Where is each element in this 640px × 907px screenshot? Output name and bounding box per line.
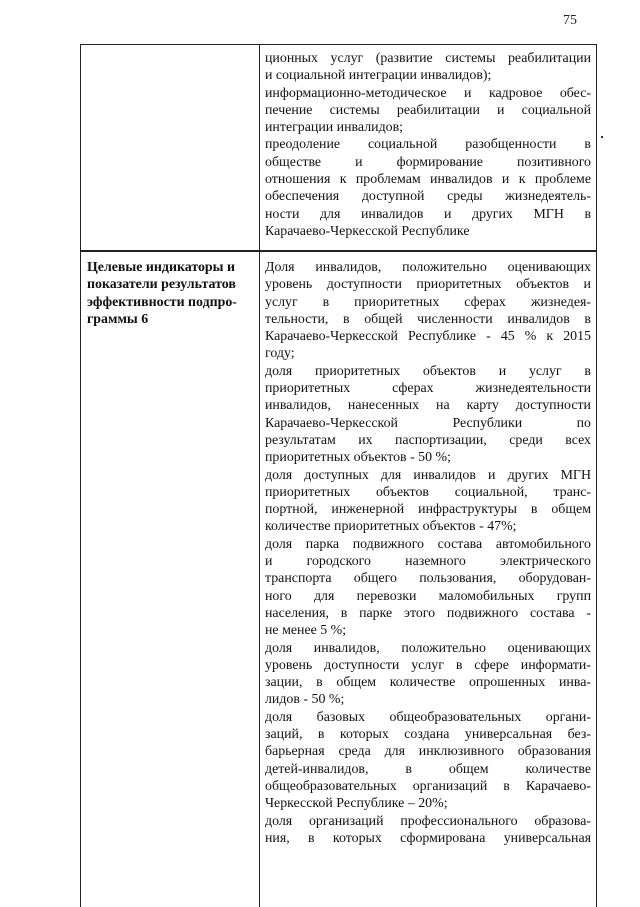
text-line: преодоление социальной разобщенности в xyxy=(265,137,591,153)
page-number: 75 xyxy=(563,13,577,28)
text-line: количестве приоритетных объектов - 47%; xyxy=(265,519,517,535)
text-line: Карачаево-Черкесской Республики по xyxy=(265,415,591,431)
column-divider xyxy=(259,45,260,907)
text-line: эффективности подпро- xyxy=(87,294,237,310)
text-line: услуг в приоритетных сферах жизнедея- xyxy=(265,294,591,310)
text-line: Черкесской Республике – 20%; xyxy=(265,796,448,812)
text-line: зации, в общем количестве опрошенных инва- xyxy=(265,675,591,691)
text-line: инвалидов, нанесенных на карту доступности xyxy=(265,398,591,414)
row2-left-cell xyxy=(87,259,255,328)
text-line: заций, в которых создана универсальная без- xyxy=(265,727,591,743)
text-line: доля приоритетных объектов и услуг в xyxy=(265,363,591,379)
text-line: интеграции инвалидов; xyxy=(265,120,404,136)
text-line: доля инвалидов, положительно оценивающих xyxy=(265,640,591,656)
text-line: ционных услуг (развитие системы реабилитации xyxy=(265,51,591,66)
text-line: и социальной интеграции инвалидов); xyxy=(265,68,492,84)
text-line: приоритетных объектов - 50 %; xyxy=(265,450,451,466)
text-line: Доля инвалидов, положительно оценивающих xyxy=(265,260,591,275)
text-line: тельности, в общей численности инвалидов в xyxy=(265,311,591,327)
text-line: уровень доступности услуг в сфере информати- xyxy=(265,657,591,673)
text-line: детей-инвалидов, в общем количестве xyxy=(265,761,591,777)
text-line: Карачаево-Черкесской Республике xyxy=(265,223,470,239)
text-line: общеобразовательных организаций в Карачаево- xyxy=(265,778,591,794)
text-line: ния, в которых сформирована универсальная xyxy=(265,830,591,846)
text-line: доля парка подвижного состава автомобильного xyxy=(265,536,591,552)
text-line: доля организаций профессионального образова- xyxy=(265,813,591,829)
text-line: приоритетных объектов социальной, транс- xyxy=(265,484,591,500)
text-line: транспорта общего пользования, оборудован- xyxy=(265,571,591,587)
text-line: доля базовых общеобразовательных органи- xyxy=(265,709,591,725)
margin-mark xyxy=(601,136,603,138)
text-line: отношения к проблемам инвалидов и к проблеме xyxy=(265,172,591,188)
text-line: ного для перевозки маломобильных групп xyxy=(265,588,591,604)
text-line: показатели результатов xyxy=(87,277,236,293)
text-line: обеспечения доступной среды жизнедеятель- xyxy=(265,189,591,205)
text-line: обществе и формирование позитивного xyxy=(265,154,591,170)
row1-right-cell xyxy=(265,50,591,240)
text-line: доля доступных для инвалидов и других МГН xyxy=(265,467,591,483)
text-line: граммы 6 xyxy=(87,311,149,327)
text-line: результатам их паспортизации, среди всех xyxy=(265,432,591,448)
text-line: ности для инвалидов и других МГН в xyxy=(265,206,591,222)
text-line: не менее 5 %; xyxy=(265,623,347,639)
text-line: и городского наземного электрического xyxy=(265,554,591,570)
text-line: барьерная среда для инклюзивного образования xyxy=(265,744,591,760)
text-line: уровень доступности приоритетных объектов и xyxy=(265,277,591,293)
program-table xyxy=(80,44,597,907)
text-line: Карачаево-Черкесской Республике - 45 % к 2015 xyxy=(265,329,591,345)
row2-right-cell xyxy=(265,259,591,847)
text-line: населения, в парке этого подвижного состава - xyxy=(265,605,591,621)
text-line: портной, инженерной инфраструктуры в общем xyxy=(265,502,591,518)
text-line: Целевые индикаторы и xyxy=(87,260,235,275)
text-line: лидов - 50 %; xyxy=(265,692,345,708)
text-line: приоритетных сферах жизнедеятельности xyxy=(265,381,591,397)
text-line: печение системы реабилитации и социальной xyxy=(265,102,591,118)
text-line: информационно-методическое и кадровое обес- xyxy=(265,85,591,101)
text-line: году; xyxy=(265,346,295,362)
row-divider xyxy=(81,250,596,252)
